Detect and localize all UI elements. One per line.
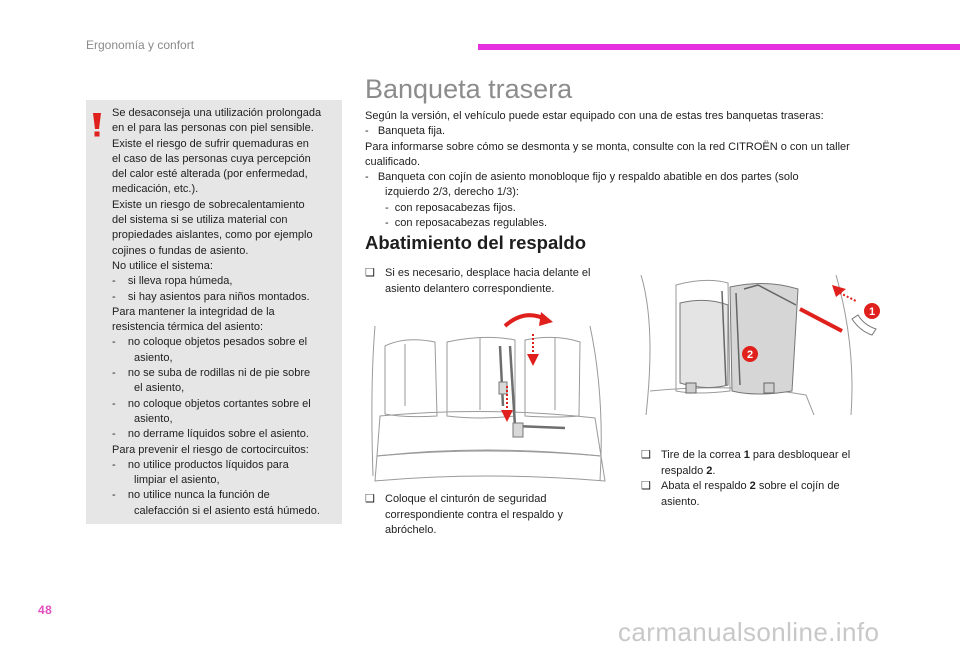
step-text: asiento. [661,495,700,508]
warning-line: del sistema si se utiliza material con [112,214,288,227]
intro-line: Según la versión, el vehículo puede estar equipado con una de estas tres banquetas traseras: [365,110,824,122]
warning-list-item: - no derrame líquidos sobre el asiento. [112,428,309,441]
warning-line: resistencia térmica del asiento: [112,321,264,334]
step-text: Abata el respaldo [661,480,750,492]
warning-line: No utilice el sistema: [112,259,213,272]
warning-list-item-cont: limpiar el asiento, [134,474,220,487]
checkbox-bullet-icon: ❑ [365,267,375,279]
warning-list-item-cont: el asiento, [134,382,185,395]
step-text: Tire de la correa [661,449,744,461]
step-text: para desbloquear el [749,449,851,461]
header-accent-bar [478,44,960,50]
warning-list-item: - si lleva ropa húmeda, [112,275,233,288]
warning-list-item-cont: calefacción si el asiento está húmedo. [134,504,320,517]
intro-line: - con reposacabezas fijos. [385,201,516,214]
step-text: Si es necesario, desplace hacia delante el [385,267,591,279]
step-text: abróchelo. [385,524,437,536]
step-text: respaldo [661,464,707,477]
warning-line: el caso de las personas cuya percepción [112,152,311,165]
warning-line: Para prevenir el riesgo de cortocircuitos: [112,443,309,456]
checkbox-bullet-icon: ❑ [641,449,651,461]
warning-line: Existe un riesgo de sobrecalentamiento [112,198,305,211]
warning-list-item-cont: asiento, [134,351,173,364]
step-text: sobre el cojín de [755,480,840,492]
warning-line: Para mantener la integridad de la [112,305,275,318]
warning-list-item: - no coloque objetos cortantes sobre el [112,397,311,410]
warning-line: Se desaconseja una utilización prolongada [112,107,322,119]
step-text: correspondiente contra el respaldo y [385,508,563,521]
warning-line: propiedades aislantes, como por ejemplo [112,229,313,242]
step-2 [365,492,563,539]
backrest-folding-illustration [636,265,886,425]
intro-line: - Banqueta fija. [365,125,446,138]
watermark: carmanualsonline.info [618,617,880,647]
warning-line: Existe el riesgo de sufrir quemaduras en [112,137,309,150]
warning-list-item: - si hay asientos para niños montados. [112,290,310,303]
intro-line: izquierdo 2/3, derecho 1/3): [385,186,519,199]
checkbox-bullet-icon: ❑ [641,480,651,492]
warning-line: cojines o fundas de asiento. [112,244,249,257]
seatbelt-illustration [365,306,615,486]
step-text: . [712,464,716,477]
step-3 [641,448,850,510]
step-text: Coloque el cinturón de seguridad [385,493,547,505]
checkbox-bullet-icon: ❑ [365,493,375,505]
warning-line: en el para las personas con piel sensible. [112,122,314,135]
warning-list-item: - no utilice productos líquidos para [112,458,289,471]
callout-1-label: 1 [868,306,876,318]
intro-line: - con reposacabezas regulables. [385,217,548,230]
callout-2-label: 2 [746,349,754,361]
intro-line: cualificado. [365,155,421,168]
page-title: Banqueta trasera [365,74,573,104]
section-header: Ergonomía y confort [86,38,195,52]
intro-line: Para informarse sobre cómo se desmonta y se monta, consulte con la red CITROËN o con un taller [365,140,850,153]
intro-text [365,109,905,231]
step-1 [365,266,590,297]
warning-line: medicación, etc.). [112,183,199,196]
step-ref-number: 1 [743,449,750,461]
exclamation-icon [90,112,104,138]
warning-line: del calor esté alterada (por enfermedad, [112,168,308,181]
warning-text [112,106,338,519]
warning-list-item-cont: asiento, [134,412,173,425]
warning-list-item: - no coloque objetos pesados sobre el [112,336,308,349]
intro-line: - Banqueta con cojín de asiento monobloque fijo y respaldo abatible en dos partes (solo [365,171,799,184]
step-text: asiento delantero correspondiente. [385,282,555,295]
step-ref-number: 2 [706,464,713,477]
step-ref-number: 2 [749,480,756,492]
page-number: 48 [38,603,53,617]
warning-list-item: - no se suba de rodillas ni de pie sobre [112,367,311,380]
section-subtitle: Abatimiento del respaldo [365,232,587,253]
warning-list-item: - no utilice nunca la función de [112,489,270,502]
